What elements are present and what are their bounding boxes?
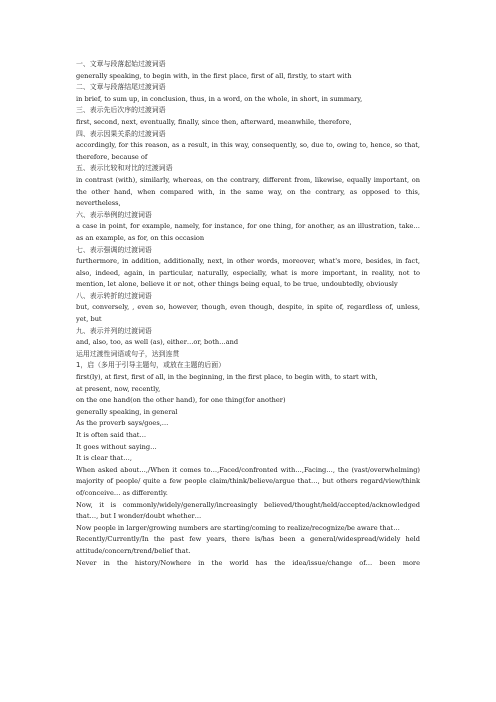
text-line: It is clear that…, [76, 454, 132, 463]
heading-6: 六、表示举例的过渡词语 [76, 210, 152, 219]
text-line: It is often said that… [76, 431, 147, 439]
text-line: and, also, too, as well (as), either…or, both…and [76, 338, 239, 347]
text-line: in brief, to sum up, in conclusion, thus, in a word, on the whole, in short, in summary, [76, 94, 363, 103]
text-line: generally speaking, in general [76, 407, 178, 416]
text-line: at present, now, recently, [76, 384, 161, 393]
text-line: Never in the history/Nowhere in the world has the idea/issue/change of… been more [76, 558, 420, 567]
heading-9: 九、表示并列的过渡词语 [76, 326, 152, 335]
heading-1: 一、文章与段落起始过渡词语 [76, 60, 166, 68]
heading-8: 八、表示转折的过渡词语 [76, 291, 152, 300]
text-paragraph: in contrast (with), similarly, whereas, on the contrary, different from, likewise, equally important, on the other hand, when compared with, in the same way, on the contrary, as opposed to this, nevertheless, [76, 175, 420, 208]
text-paragraph: furthermore, in addition, additionally, next, in other words, moreover, what's more, besides, in fact, also, indeed, again, in particular, naturally, especially, what is more important, in reality, not to mention, let alone, believe it or not, other things being equal, to be true, undoubtedly, obviously [76, 257, 420, 289]
text-paragraph: Now, it is commonly/widely/generally/increasingly believed/thought/held/accepted/acknowledged that…, but I wonder/doubt whether… [76, 500, 420, 521]
heading-7: 七、表示强调的过渡词语 [76, 245, 152, 254]
text-line: on the one hand(on the other hand), for one thing(for another) [76, 396, 286, 405]
text-line: first, second, next, eventually, finally, since then, afterward, meanwhile, therefore, [76, 117, 352, 126]
heading-4: 四、表示因果关系的过渡词语 [76, 129, 166, 138]
heading-5: 五、表示比较和对比的过渡词语 [76, 164, 173, 173]
text-paragraph: accordingly, for this reason, as a result, in this way, consequently, so, due to, owing to, hence, so that, therefore, because of [76, 141, 420, 161]
text-line: generally speaking, to begin with, in the first place, first of all, firstly, to start with [76, 71, 352, 80]
text-line: As the proverb says/goes,… [76, 419, 169, 428]
text-paragraph: Now people in larger/growing numbers are starting/coming to realize/recognize/be aware that… [76, 523, 400, 532]
text-paragraph: but, conversely, , even so, however, though, even though, despite, in spite of, regardless of, unless, yet, but [76, 303, 420, 324]
text-paragraph: a case in point, for example, namely, for instance, for one thing, for another, as an illustration, take…as an example, as for, on this occasion [76, 222, 420, 242]
subsection-heading: 1，启（多用于引导主题句，或放在主题的后面） [76, 361, 226, 370]
text-line: first(ly), at first, first of all, in the beginning, in the first place, to begin with, to start with, [76, 373, 378, 382]
text-paragraph: Recently/Currently/In the past few years, there is/has been a general/widespread/widely held attitude/concern/trend/belief that. [76, 535, 420, 555]
heading-2: 二、文章与段落结尾过渡词语 [76, 83, 166, 92]
section-heading: 运用过渡性词语或句子，达到连贯 [76, 349, 180, 358]
text-paragraph: When asked about…,/When it comes to…,Faced/confronted with…,Facing…, the (vast/overwhelming) majority of people/ quite a few people claim/think/believe/argue that…, but others regard/view/think of/conceive… as differently. [76, 465, 420, 497]
heading-3: 三、表示先后次序的过渡词语 [76, 106, 166, 115]
text-line: It goes without saying… [76, 442, 157, 451]
